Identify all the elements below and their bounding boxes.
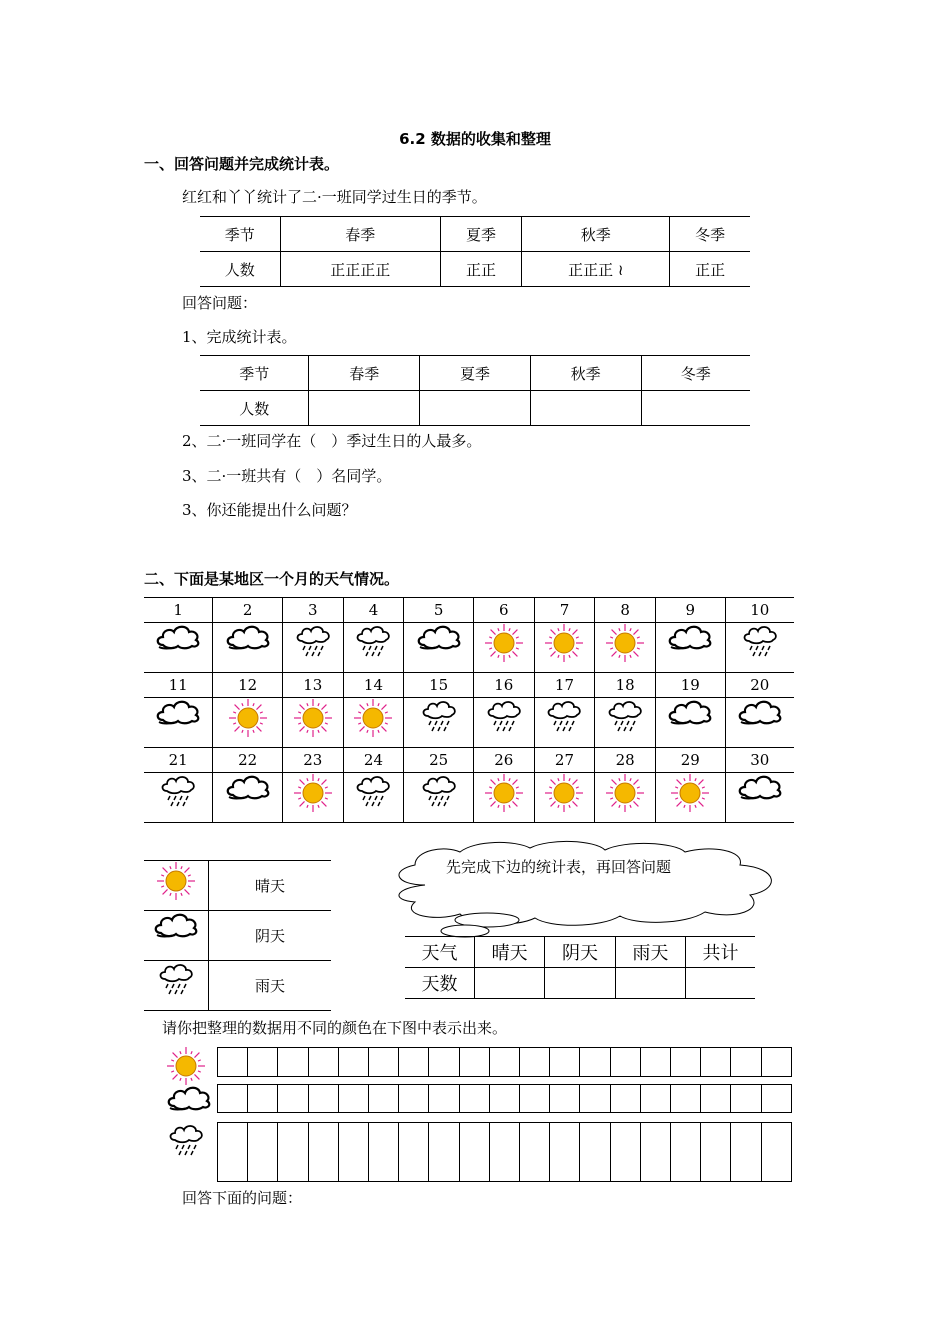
grid-cell[interactable] — [731, 1123, 761, 1182]
rain-icon — [740, 623, 780, 657]
table-cell: 天数 — [405, 968, 474, 999]
calendar-weather-cell — [404, 623, 474, 673]
calendar-weather-cell — [343, 623, 404, 673]
calendar-weather-cell — [656, 623, 726, 673]
grid-cell[interactable] — [459, 1123, 489, 1182]
grid-cell[interactable] — [640, 1123, 670, 1182]
calendar-weather-cell — [144, 773, 213, 823]
grid-cell[interactable] — [580, 1123, 610, 1182]
bar-icon — [166, 1046, 210, 1084]
grid-cell[interactable] — [520, 1048, 550, 1077]
calendar-day-number: 9 — [656, 598, 726, 623]
table-cell: 冬季 — [641, 356, 750, 391]
grid-cell[interactable] — [429, 1123, 459, 1182]
calendar-day-number: 20 — [725, 673, 794, 698]
calendar-day-number: 22 — [213, 748, 283, 773]
table-cell: 正正正 ≀ — [522, 252, 670, 287]
cloud-icon — [737, 773, 783, 801]
answer-cell[interactable] — [420, 391, 531, 426]
calendar-weather-cell — [473, 773, 534, 823]
calendar-weather-cell — [144, 623, 213, 673]
calendar-day-number: 29 — [656, 748, 726, 773]
bar-grid-sunny — [217, 1047, 792, 1077]
grid-cell[interactable] — [640, 1085, 670, 1113]
grid-cell[interactable] — [308, 1048, 338, 1077]
grid-cell[interactable] — [338, 1048, 368, 1077]
calendar-weather-cell — [534, 698, 595, 748]
calendar-day-number: 13 — [282, 673, 343, 698]
grid-cell[interactable] — [369, 1085, 399, 1113]
calendar-day-number: 7 — [534, 598, 595, 623]
grid-cell[interactable] — [308, 1085, 338, 1113]
sun-icon — [484, 623, 524, 663]
rain-icon — [419, 698, 459, 732]
calendar-weather-cell — [213, 773, 283, 823]
cloud-icon — [225, 623, 271, 651]
table-cell: 晴天 — [474, 937, 544, 968]
calendar-weather-cell — [343, 773, 404, 823]
answer-cell[interactable] — [641, 391, 750, 426]
table-cell: 季节 — [200, 217, 280, 252]
grid-cell[interactable] — [489, 1048, 519, 1077]
calendar-weather-cell — [725, 623, 794, 673]
bar-chart-icons — [166, 1046, 210, 1162]
cloud-icon — [155, 698, 201, 726]
cloud-icon — [416, 623, 462, 651]
grid-cell[interactable] — [761, 1048, 791, 1077]
table-cell: 人数 — [200, 252, 280, 287]
answer-cell[interactable] — [474, 968, 544, 999]
bar-icon — [166, 1122, 210, 1162]
sun-icon — [353, 698, 393, 738]
grid-cell[interactable] — [731, 1048, 761, 1077]
legend-icon-cell — [144, 911, 209, 961]
calendar-weather-cell — [404, 773, 474, 823]
grid-cell[interactable] — [218, 1085, 248, 1113]
calendar-weather-cell — [595, 623, 656, 673]
calendar-weather-cell — [282, 698, 343, 748]
bar-grid-cloudy — [217, 1084, 792, 1113]
grid-cell[interactable] — [610, 1085, 640, 1113]
calendar-day-number: 27 — [534, 748, 595, 773]
calendar-day-number: 25 — [404, 748, 474, 773]
weather-legend — [144, 860, 331, 1011]
weather-calendar — [144, 597, 794, 823]
grid-cell[interactable] — [459, 1048, 489, 1077]
calendar-weather-cell — [534, 623, 595, 673]
question-2: 2、二·一班同学在（ ）季过生日的人最多。 — [182, 432, 482, 450]
sun-icon — [544, 773, 584, 813]
calendar-day-number: 1 — [144, 598, 213, 623]
table-cell: 秋季 — [522, 217, 670, 252]
calendar-day-number: 10 — [725, 598, 794, 623]
grid-cell[interactable] — [580, 1085, 610, 1113]
legend-icon-cell — [144, 961, 209, 1011]
legend-label: 晴天 — [209, 861, 332, 911]
table-cell: 春季 — [280, 217, 440, 252]
grid-cell[interactable] — [278, 1123, 308, 1182]
cloud-icon — [225, 773, 271, 801]
calendar-day-number: 4 — [343, 598, 404, 623]
calendar-weather-cell — [595, 773, 656, 823]
calendar-day-number: 8 — [595, 598, 656, 623]
table-cell: 天气 — [405, 937, 474, 968]
calendar-day-number: 19 — [656, 673, 726, 698]
calendar-weather-cell — [656, 698, 726, 748]
calendar-weather-cell — [213, 623, 283, 673]
table-cell: 共计 — [686, 937, 755, 968]
table-cell: 人数 — [200, 391, 309, 426]
answer-label: 回答问题： — [182, 294, 258, 312]
grid-cell[interactable] — [701, 1048, 731, 1077]
calendar-day-number: 23 — [282, 748, 343, 773]
sun-icon — [293, 773, 333, 813]
grid-cell[interactable] — [701, 1085, 731, 1113]
calendar-day-number: 24 — [343, 748, 404, 773]
calendar-day-number: 3 — [282, 598, 343, 623]
grid-cell[interactable] — [218, 1048, 248, 1077]
calendar-weather-cell — [343, 698, 404, 748]
weather-tally-table — [405, 936, 755, 999]
grid-cell[interactable] — [338, 1085, 368, 1113]
page-title: 6.2 数据的收集和整理 — [399, 130, 551, 148]
grid-cell[interactable] — [308, 1123, 338, 1182]
calendar-weather-cell — [404, 698, 474, 748]
cloud-icon — [166, 1084, 212, 1112]
question-3: 3、二·一班共有（ ）名同学。 — [182, 467, 392, 485]
rain-icon — [158, 773, 198, 807]
calendar-day-number: 30 — [725, 748, 794, 773]
grid-cell[interactable] — [489, 1085, 519, 1113]
rain-icon — [293, 623, 333, 657]
answer-cell[interactable] — [686, 968, 755, 999]
bar-icon — [166, 1084, 210, 1122]
rain-icon — [605, 698, 645, 732]
rain-icon — [353, 623, 393, 657]
cloud-icon — [667, 623, 713, 651]
calendar-weather-cell — [213, 698, 283, 748]
cloud-icon — [667, 698, 713, 726]
sun-icon — [544, 623, 584, 663]
question-1: 1、完成统计表。 — [182, 328, 297, 346]
calendar-weather-cell — [534, 773, 595, 823]
table-cell: 秋季 — [530, 356, 641, 391]
calendar-weather-cell — [595, 698, 656, 748]
grid-cell[interactable] — [399, 1048, 429, 1077]
rain-icon — [156, 961, 196, 995]
grid-cell[interactable] — [369, 1048, 399, 1077]
calendar-day-number: 21 — [144, 748, 213, 773]
rain-icon — [484, 698, 524, 732]
grid-cell[interactable] — [489, 1123, 519, 1182]
table-cell: 正正 — [440, 252, 521, 287]
cloud-icon — [737, 698, 783, 726]
table-cell: 夏季 — [420, 356, 531, 391]
cloud-icon — [155, 623, 201, 651]
calendar-weather-cell — [473, 698, 534, 748]
rain-icon — [544, 698, 584, 732]
calendar-day-number: 5 — [404, 598, 474, 623]
grid-cell[interactable] — [671, 1123, 701, 1182]
legend-icon-cell — [144, 861, 209, 911]
calendar-day-number: 28 — [595, 748, 656, 773]
thought-cloud — [385, 840, 785, 940]
grid-cell[interactable] — [520, 1123, 550, 1182]
calendar-day-number: 2 — [213, 598, 283, 623]
grid-cell[interactable] — [399, 1085, 429, 1113]
cloud-instruction: 先完成下边的统计表，再回答问题 — [446, 858, 672, 876]
grid-cell[interactable] — [248, 1085, 278, 1113]
calendar-day-number: 15 — [404, 673, 474, 698]
calendar-day-number: 26 — [473, 748, 534, 773]
bar-grid-rainy — [217, 1122, 792, 1182]
answer-cell[interactable] — [309, 391, 420, 426]
grid-cell[interactable] — [550, 1085, 580, 1113]
grid-cell[interactable] — [701, 1123, 731, 1182]
calendar-day-number: 16 — [473, 673, 534, 698]
sun-icon — [670, 773, 710, 813]
sun-icon — [166, 1046, 206, 1086]
grid-cell[interactable] — [671, 1085, 701, 1113]
grid-cell[interactable] — [671, 1048, 701, 1077]
rain-icon — [419, 773, 459, 807]
grid-cell[interactable] — [550, 1123, 580, 1182]
grid-cell[interactable] — [399, 1123, 429, 1182]
grid-cell[interactable] — [731, 1085, 761, 1113]
sun-icon — [156, 861, 196, 901]
table-cell: 阴天 — [545, 937, 615, 968]
grid-cell[interactable] — [429, 1085, 459, 1113]
table-cell: 春季 — [309, 356, 420, 391]
question-4: 3、你还能提出什么问题？ — [182, 501, 357, 519]
grid-cell[interactable] — [278, 1048, 308, 1077]
legend-label: 雨天 — [209, 961, 332, 1011]
grid-cell[interactable] — [761, 1085, 791, 1113]
answer-cell[interactable] — [615, 968, 685, 999]
calendar-weather-cell — [144, 698, 213, 748]
sun-icon — [605, 623, 645, 663]
table-cell: 夏季 — [440, 217, 521, 252]
calendar-weather-cell — [725, 773, 794, 823]
answer-cell[interactable] — [545, 968, 615, 999]
grid-cell[interactable] — [248, 1123, 278, 1182]
calendar-day-number: 17 — [534, 673, 595, 698]
grid-cell[interactable] — [369, 1123, 399, 1182]
calendar-day-number: 11 — [144, 673, 213, 698]
section2-heading: 二、下面是某地区一个月的天气情况。 — [144, 570, 400, 588]
statistics-table-blank — [200, 355, 750, 426]
table-cell: 冬季 — [670, 217, 750, 252]
grid-cell[interactable] — [580, 1048, 610, 1077]
section1-intro: 红红和丫丫统计了二·一班同学过生日的季节。 — [182, 188, 487, 206]
color-instruction: 请你把整理的数据用不同的颜色在下图中表示出来。 — [162, 1019, 508, 1037]
calendar-day-number: 14 — [343, 673, 404, 698]
calendar-weather-cell — [473, 623, 534, 673]
grid-cell[interactable] — [550, 1048, 580, 1077]
answer-cell[interactable] — [530, 391, 641, 426]
calendar-weather-cell — [725, 698, 794, 748]
legend-label: 阴天 — [209, 911, 332, 961]
table-cell: 雨天 — [615, 937, 685, 968]
calendar-day-number: 12 — [213, 673, 283, 698]
sun-icon — [484, 773, 524, 813]
table-cell: 正正正正 — [280, 252, 440, 287]
grid-cell[interactable] — [640, 1048, 670, 1077]
calendar-weather-cell — [282, 623, 343, 673]
grid-cell[interactable] — [610, 1048, 640, 1077]
calendar-weather-cell — [656, 773, 726, 823]
birthday-season-table — [200, 216, 750, 287]
grid-cell[interactable] — [610, 1123, 640, 1182]
calendar-day-number: 6 — [473, 598, 534, 623]
sun-icon — [605, 773, 645, 813]
cloud-icon — [153, 911, 199, 939]
answer-label-2: 回答下面的问题： — [182, 1189, 303, 1207]
grid-cell[interactable] — [459, 1085, 489, 1113]
grid-cell[interactable] — [248, 1048, 278, 1077]
table-cell: 正正 — [670, 252, 750, 287]
table-cell: 季节 — [200, 356, 309, 391]
rain-icon — [166, 1122, 206, 1156]
grid-cell[interactable] — [429, 1048, 459, 1077]
calendar-weather-cell — [282, 773, 343, 823]
calendar-day-number: 18 — [595, 673, 656, 698]
grid-cell[interactable] — [520, 1085, 550, 1113]
sun-icon — [293, 698, 333, 738]
grid-cell[interactable] — [218, 1123, 248, 1182]
section1-heading: 一、回答问题并完成统计表。 — [144, 155, 340, 173]
rain-icon — [353, 773, 393, 807]
grid-cell[interactable] — [278, 1085, 308, 1113]
grid-cell[interactable] — [761, 1123, 791, 1182]
grid-cell[interactable] — [338, 1123, 368, 1182]
sun-icon — [228, 698, 268, 738]
